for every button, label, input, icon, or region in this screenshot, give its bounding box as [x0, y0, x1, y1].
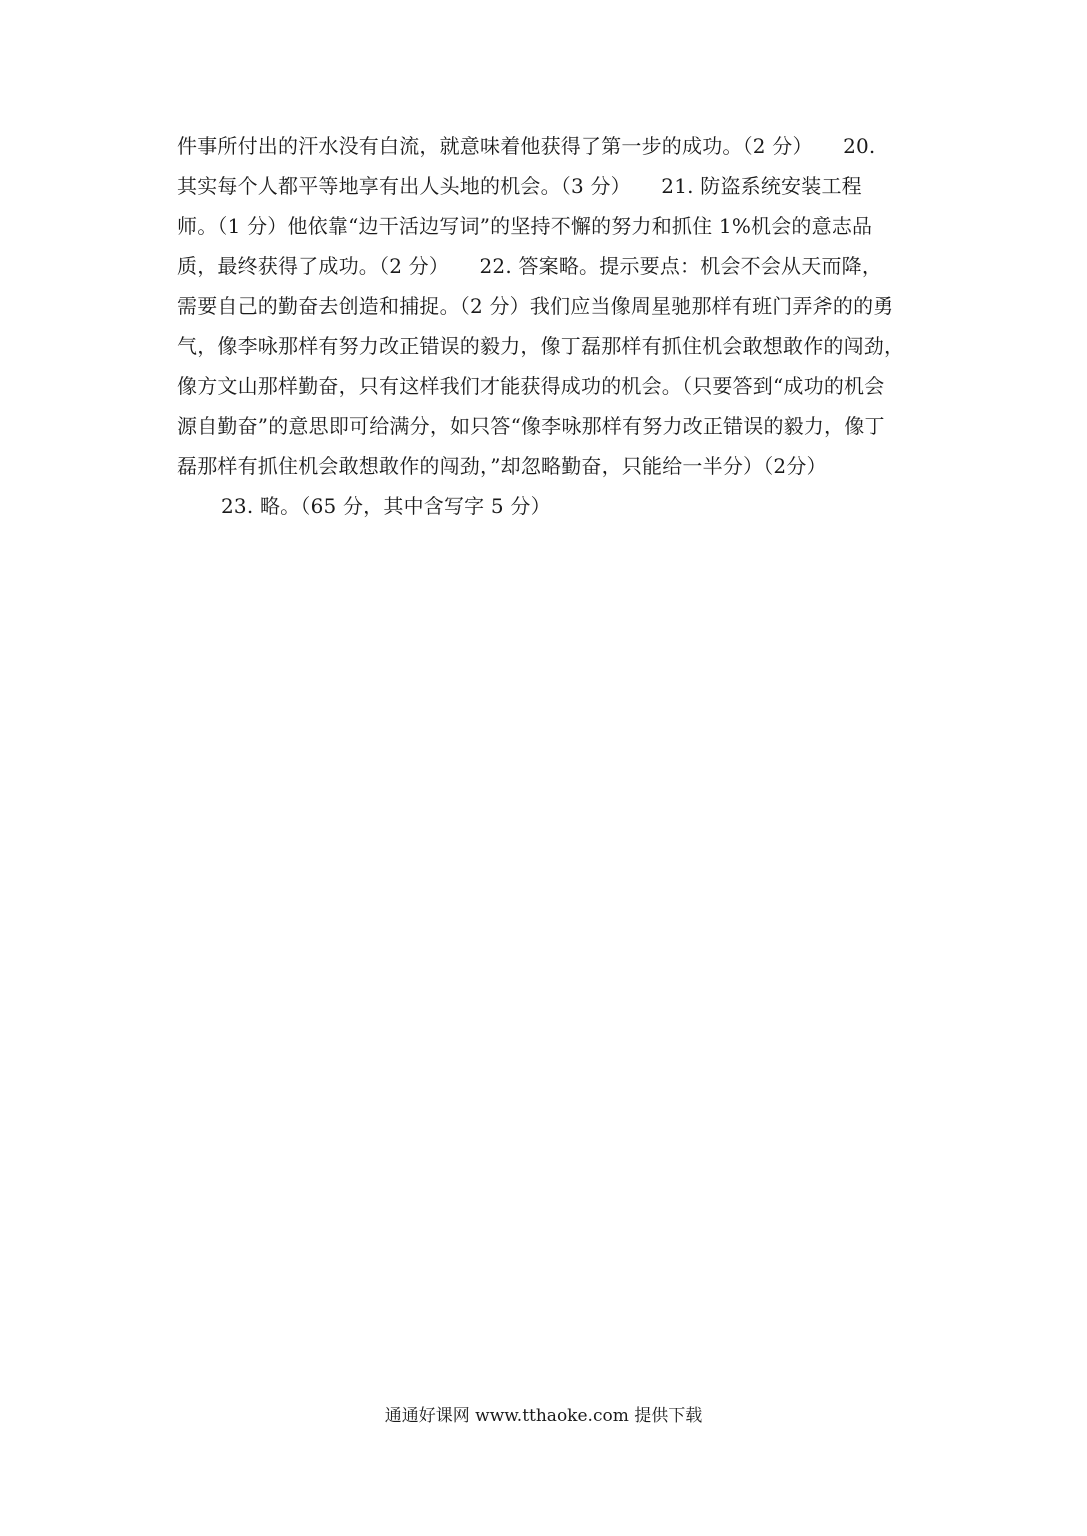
answer-line: 气，像李咏那样有努力改正错误的毅力，像丁磊那样有抓住机会敢想敢作的闯劲，	[177, 334, 905, 358]
page-footer: 通通好课网 www.tthaoke.com 提供下载	[384, 1406, 703, 1426]
answer-line: 件事所付出的汗水没有白流，就意味着他获得了第一步的成功。（2 分） 20.	[177, 134, 876, 158]
answer-line: 像方文山那样勤奋，只有这样我们才能获得成功的机会。（只要答到“成功的机会	[177, 374, 885, 398]
answer-line: 质，最终获得了成功。（2 分） 22. 答案略。提示要点：机会不会从天而降，	[177, 254, 883, 278]
answer-line: 源自勤奋”的意思即可给满分，如只答“像李咏那样有努力改正错误的毅力，像丁	[177, 414, 885, 438]
answer-line-23: 23. 略。（65 分，其中含写字 5 分）	[221, 494, 551, 518]
answer-line: 需要自己的勤奋去创造和捕捉。（2 分）我们应当像周星驰那样有班门弄斧的的勇	[177, 294, 894, 318]
answer-text-block	[177, 126, 977, 526]
answer-line: 师。（1 分）他依靠“边干活边写词”的坚持不懈的努力和抓住 1%机会的意志品	[177, 214, 873, 238]
answer-line: 其实每个人都平等地享有出人头地的机会。（3 分） 21. 防盗系统安装工程	[177, 174, 862, 198]
answer-line: 磊那样有抓住机会敢想敢作的闯劲，”却忽略勤奋，只能给一半分）（2分）	[177, 454, 827, 478]
